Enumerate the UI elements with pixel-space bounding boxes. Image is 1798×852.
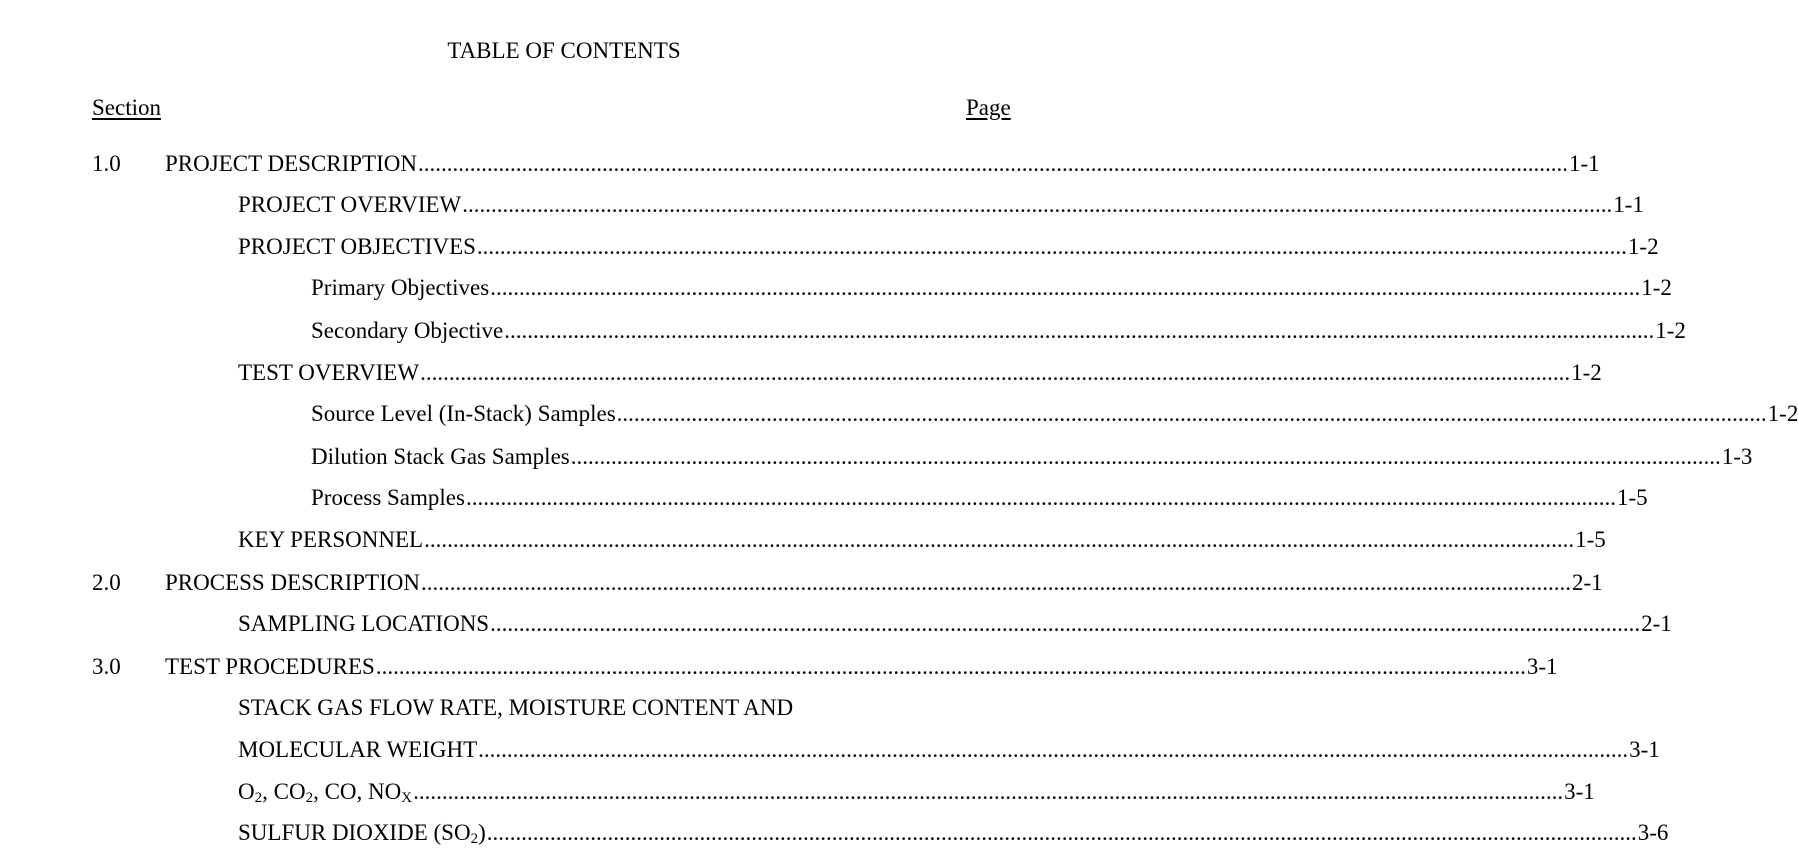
entry-label: $O_2$, $CO_2$, CO, $NO_X$ xyxy=(238,779,413,806)
entry-page: 3-1 xyxy=(1629,737,1660,762)
toc-entry[interactable] xyxy=(311,442,1753,472)
toc-entry[interactable] xyxy=(311,399,1798,429)
toc-entry[interactable] xyxy=(92,568,1603,598)
toc-entry[interactable] xyxy=(238,735,1660,765)
entry-page: 1-5 xyxy=(1616,485,1648,510)
section-number: 3.0 xyxy=(92,654,121,679)
toc-entry[interactable] xyxy=(238,232,1659,262)
entry-page: 3-6 xyxy=(1637,820,1669,845)
entry-page: 1-1 xyxy=(1568,151,1600,176)
page-column-header: Page xyxy=(966,95,1011,120)
entry-page: 1-2 xyxy=(1571,360,1602,385)
leader-dots: ........................................................................................................................................................................................................ xyxy=(417,151,1568,176)
entry-page: 1-2 xyxy=(1627,234,1659,259)
entry-label: PROJECT OBJECTIVES xyxy=(238,234,476,259)
leader-dots: ........................................................................................................................................................................................................ xyxy=(420,360,1571,385)
leader-dots: ........................................................................................................................................................................................................ xyxy=(420,570,1571,595)
leader-dots: ........................................................................................................................................................................................................ xyxy=(490,611,1641,636)
entry-page: 1-2 xyxy=(1767,401,1798,426)
leader-dots: ........................................................................................................................................................................................................ xyxy=(490,275,1641,300)
toc-entry-continued-label: STACK GAS FLOW RATE, MOISTURE CONTENT AND xyxy=(238,695,794,720)
toc-entry[interactable] xyxy=(238,525,1606,555)
entry-label: TEST OVERVIEW xyxy=(238,360,420,385)
entry-page: 2-1 xyxy=(1571,570,1603,595)
toc-entry[interactable] xyxy=(238,777,1595,807)
leader-dots: ........................................................................................................................................................................................................ xyxy=(375,654,1526,679)
toc-entry[interactable] xyxy=(311,316,1686,346)
entry-page: 1-2 xyxy=(1641,275,1672,300)
leader-dots: ........................................................................................................................................................................................................ xyxy=(478,737,1629,762)
entry-label: PROCESS DESCRIPTION xyxy=(165,570,420,595)
entry-page: 3-1 xyxy=(1526,654,1558,679)
entry-label: MOLECULAR WEIGHT xyxy=(238,737,478,762)
leader-dots: ........................................................................................................................................................................................................ xyxy=(424,527,1575,552)
leader-dots: ........................................................................................................................................................................................................ xyxy=(486,820,1637,845)
toc-entry[interactable] xyxy=(238,190,1644,220)
toc-entry[interactable] xyxy=(238,609,1672,639)
toc-entry[interactable] xyxy=(238,818,1669,848)
entry-page: 3-1 xyxy=(1564,779,1595,804)
entry-label: Primary Objectives xyxy=(311,275,490,300)
entry-label: KEY PERSONNEL xyxy=(238,527,424,552)
leader-dots: ........................................................................................................................................................................................................ xyxy=(462,192,1613,217)
entry-label: Process Samples xyxy=(311,485,465,510)
toc-entry[interactable] xyxy=(311,483,1648,513)
section-number: 2.0 xyxy=(92,570,121,595)
entry-label: Source Level (In-Stack) Samples xyxy=(311,401,616,426)
leader-dots: ........................................................................................................................................................................................................ xyxy=(504,318,1655,343)
entry-page: 1-3 xyxy=(1721,444,1753,469)
leader-dots: ........................................................................................................................................................................................................ xyxy=(465,485,1616,510)
section-column-header: Section xyxy=(92,95,161,120)
entry-label: Dilution Stack Gas Samples xyxy=(311,444,570,469)
entry-label: Secondary Objective xyxy=(311,318,504,343)
entry-label: SAMPLING LOCATIONS xyxy=(238,611,490,636)
entry-label: SULFUR DIOXIDE $(SO_2)$ xyxy=(238,820,486,847)
document-title: TABLE OF CONTENTS xyxy=(447,38,681,63)
entry-label: PROJECT DESCRIPTION xyxy=(165,151,417,176)
toc-entry[interactable] xyxy=(311,273,1672,303)
toc-entry[interactable] xyxy=(238,358,1602,388)
entry-page: 1-5 xyxy=(1575,527,1606,552)
entry-page: 1-1 xyxy=(1613,192,1644,217)
entry-label: PROJECT OVERVIEW xyxy=(238,192,462,217)
entry-page: 1-2 xyxy=(1655,318,1686,343)
leader-dots: ........................................................................................................................................................................................................ xyxy=(616,401,1767,426)
entry-page: 2-1 xyxy=(1641,611,1672,636)
leader-dots: ........................................................................................................................................................................................................ xyxy=(413,779,1564,804)
leader-dots: ........................................................................................................................................................................................................ xyxy=(570,444,1721,469)
toc-entry[interactable] xyxy=(92,652,1558,682)
entry-label: TEST PROCEDURES xyxy=(165,654,375,679)
toc-entry[interactable] xyxy=(92,149,1600,179)
section-number: 1.0 xyxy=(92,151,121,176)
leader-dots: ........................................................................................................................................................................................................ xyxy=(476,234,1627,259)
